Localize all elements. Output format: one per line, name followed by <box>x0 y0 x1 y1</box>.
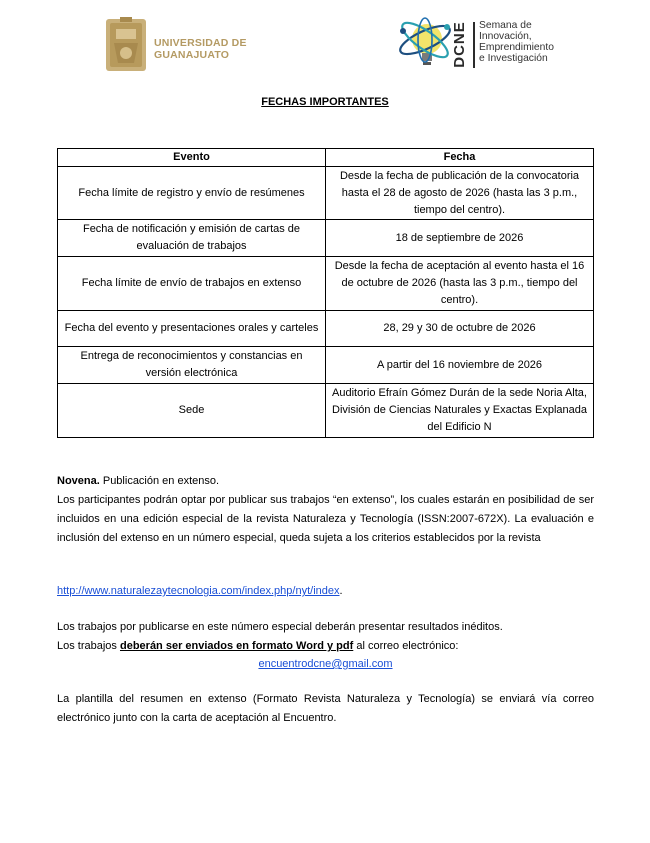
template-note: La plantilla del resumen en extenso (Formato Revista Naturaleza y Tecnología) se enviará vía correo electrónico junto con la carta de aceptación al Encuentro. <box>57 693 594 724</box>
date-cell: Desde la fecha de publicación de la convocatoria hasta el 28 de agosto de 2026 (hasta las 3 p.m., tiempo del centro). <box>326 167 594 220</box>
section-title: FECHAS IMPORTANTES <box>261 96 389 108</box>
event-cell: Fecha del evento y presentaciones orales y carteles <box>58 311 326 347</box>
column-header-date: Fecha <box>326 149 594 167</box>
date-cell: A partir del 16 noviembre de 2026 <box>326 347 594 384</box>
date-cell: Desde la fecha de aceptación al evento hasta el 16 de octubre de 2026 (hasta las 3 p.m., tiempo del centro). <box>326 257 594 311</box>
event-cell: Fecha de notificación y emisión de cartas de evaluación de trabajos <box>58 220 326 257</box>
important-dates-table <box>57 148 594 438</box>
lightbulb-atom-icon <box>395 13 453 73</box>
submission-line-1: Los trabajos por publicarse en este número especial deberán presentar resultados inéditos. <box>57 621 503 633</box>
novena-heading <box>57 472 594 491</box>
link-suffix: . <box>339 585 343 597</box>
event-cell: Fecha límite de envío de trabajos en extenso <box>58 257 326 311</box>
table-row <box>58 167 594 220</box>
journal-link-line <box>57 582 594 601</box>
table-header-row <box>58 149 594 167</box>
submission-format-emphasis: deberán ser enviados en formato Word y pdf <box>119 640 354 652</box>
dcne-logo <box>395 13 565 73</box>
dcne-subtitle: Semana de Innovación, Emprendimiento e Investigación <box>479 20 554 64</box>
table-row <box>58 311 594 347</box>
university-seal-icon <box>104 15 148 75</box>
novena-paragraph: Los participantes podrán optar por publicar sus trabajos “en extenso”, los cuales estarán en posibilidad de ser incluidos en una edición especial de la revista Naturaleza y Tecnología (ISSN:2007-672X). La evaluación e inclusión del extenso en un número especial, queda sujeta a los criterios establecidos por la revista <box>57 494 594 544</box>
submission-line-2 <box>57 637 594 656</box>
universidad-guanajuato-logo <box>100 15 260 77</box>
table-row <box>58 347 594 384</box>
dcne-acronym: DCNE <box>450 21 468 68</box>
date-cell: 18 de septiembre de 2026 <box>326 220 594 257</box>
event-cell: Entrega de reconocimientos y constancias en versión electrónica <box>58 347 326 384</box>
journal-link[interactable]: http://www.naturalezaytecnologia.com/index.php/nyt/index <box>57 585 340 597</box>
table-row <box>58 220 594 257</box>
university-name: UNIVERSIDAD DE GUANAJUATO <box>154 37 247 61</box>
table-row <box>58 257 594 311</box>
email-line <box>57 655 594 674</box>
column-header-event: Evento <box>58 149 326 167</box>
novena-subtitle: Publicación en extenso. <box>99 475 220 487</box>
date-cell: Auditorio Efraín Gómez Durán de la sede Noria Alta, División de Ciencias Naturales y Exactas Explanada del Edificio N <box>326 384 594 438</box>
submission-post: al correo electrónico: <box>353 640 459 652</box>
table-row <box>58 384 594 438</box>
novena-label: Novena. <box>57 475 100 487</box>
logo-divider <box>473 22 475 68</box>
event-cell: Fecha límite de registro y envío de resúmenes <box>58 167 326 220</box>
date-cell: 28, 29 y 30 de octubre de 2026 <box>326 311 594 347</box>
submission-pre: Los trabajos <box>57 640 120 652</box>
event-cell: Sede <box>58 384 326 438</box>
email-link[interactable]: encuentrodcne@gmail.com <box>258 658 393 670</box>
